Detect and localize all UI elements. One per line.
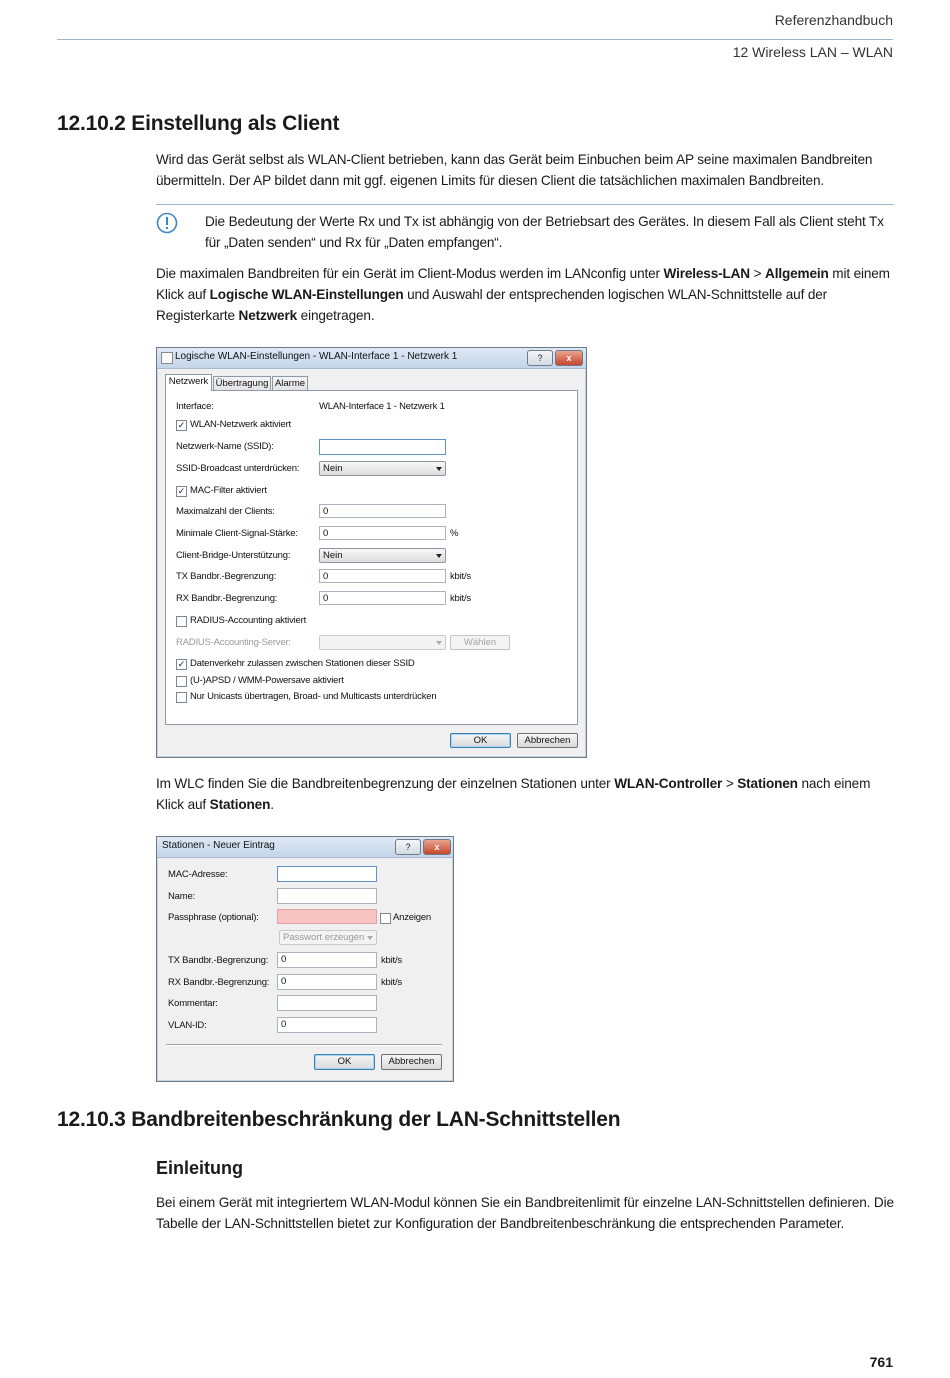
tab-uebertragung[interactable]: Übertragung <box>213 376 271 391</box>
tab-netzwerk[interactable]: Netzwerk <box>165 374 212 391</box>
broadcast-select[interactable]: Nein <box>319 461 446 476</box>
cancel-button[interactable]: Abbrechen <box>381 1054 442 1070</box>
chevron-down-icon <box>436 554 442 558</box>
menu-path-allgemein: Allgemein <box>765 266 829 281</box>
radius-select-button[interactable]: Wählen <box>450 635 510 650</box>
interface-value: WLAN-Interface 1 - Netzwerk 1 <box>319 401 445 412</box>
tx-limit-label: TX Bandbr.-Begrenzung: <box>168 955 269 966</box>
cancel-button[interactable]: Abbrechen <box>517 733 578 748</box>
tx-limit-label: TX Bandbr.-Begrenzung: <box>176 571 277 582</box>
dialog2-title: Stationen - Neuer Eintrag <box>162 840 275 851</box>
help-button[interactable]: ? <box>527 350 553 366</box>
client-bridge-label: Client-Bridge-Unterstützung: <box>176 550 291 561</box>
close-button[interactable]: x <box>555 350 583 366</box>
running-header-chapter: 12 Wireless LAN – WLAN <box>732 44 893 60</box>
menu-path-logische-wlan: Logische WLAN-Einstellungen <box>209 287 404 302</box>
subheading-einleitung: Einleitung <box>156 1158 243 1178</box>
wlan-active-checkbox[interactable]: ✓ <box>177 420 186 430</box>
lan-bandwidth-paragraph: Bei einem Gerät mit integriertem WLAN-Modul können Sie ein Bandbreitenlimit für einzelne LAN-Schnittstellen definieren. Die Tabelle der LAN-Schnittstellen bietet zur Konfiguration der Bandbreitenbeschränkung die entsprechenden Parameter. <box>156 1195 894 1231</box>
dialog1-titlebar <box>157 348 586 369</box>
note-rule <box>156 204 894 205</box>
min-signal-unit: % <box>450 528 459 539</box>
rx-limit-unit: kbit/s <box>381 977 402 988</box>
running-header-title: Referenzhandbuch <box>774 12 893 28</box>
page-number: 761 <box>869 1354 893 1370</box>
help-button[interactable]: ? <box>395 839 421 855</box>
menu-path-stationen: Stationen <box>737 776 798 791</box>
dialog-stationen-neuer-eintrag <box>156 836 454 1082</box>
unicast-only-label: Nur Unicasts übertragen, Broad- und Multicasts unterdrücken <box>190 691 437 702</box>
chevron-down-icon <box>436 467 442 471</box>
dialog2-titlebar <box>157 837 453 858</box>
header-rule <box>57 39 893 40</box>
name-input[interactable] <box>277 888 377 904</box>
interface-label: Interface: <box>176 401 214 412</box>
min-signal-input[interactable]: 0 <box>319 526 446 540</box>
tx-limit-input[interactable]: 0 <box>277 952 377 968</box>
ok-button[interactable]: OK <box>314 1054 375 1070</box>
radius-server-select[interactable] <box>319 635 446 650</box>
name-label: Name: <box>168 891 195 902</box>
max-clients-label: Maximalzahl der Clients: <box>176 506 275 517</box>
dialog1-title: Logische WLAN-Einstellungen - WLAN-Interface 1 - Netzwerk 1 <box>175 351 458 362</box>
client-bridge-select[interactable]: Nein <box>319 548 446 563</box>
mac-filter-label: MAC-Filter aktiviert <box>190 485 267 496</box>
menu-path-wlan-controller: WLAN-Controller <box>614 776 723 791</box>
menu-path-stationen-click: Stationen <box>209 797 271 812</box>
comment-label: Kommentar: <box>168 998 218 1009</box>
paragraph-lanconfig: Die maximalen Bandbreiten für ein Gerät im Client-Modus werden im LANconfig unter Wireless-LAN > Allgemein mit einem Klick auf Logische WLAN-Einstellungen und Auswahl der entsprechenden logischen WLAN-Schnittstelle auf der Registerkarte Netzwerk eingetragen. <box>156 266 890 323</box>
mac-filter-checkbox[interactable]: ✓ <box>177 486 186 496</box>
tab-alarme[interactable]: Alarme <box>272 376 308 391</box>
rx-limit-input[interactable]: 0 <box>319 591 446 605</box>
traffic-between-stations-checkbox[interactable]: ✓ <box>177 659 186 669</box>
radius-accounting-checkbox[interactable] <box>176 616 187 627</box>
vlan-id-label: VLAN-ID: <box>168 1020 207 1031</box>
wlan-active-label: WLAN-Netzwerk aktiviert <box>190 419 291 430</box>
uapsd-label: (U-)APSD / WMM-Powersave aktiviert <box>190 675 344 686</box>
show-passphrase-label: Anzeigen <box>393 912 432 923</box>
show-passphrase-checkbox[interactable] <box>380 913 391 924</box>
passphrase-input[interactable] <box>277 909 377 924</box>
menu-path-wireless-lan: Wireless-LAN <box>663 266 750 281</box>
passphrase-label: Passphrase (optional): <box>168 912 259 923</box>
traffic-between-stations-label: Datenverkehr zulassen zwischen Stationen dieser SSID <box>190 658 415 669</box>
ssid-input[interactable] <box>319 439 446 455</box>
section-heading-client: 12.10.2 Einstellung als Client <box>57 112 340 135</box>
mac-address-input[interactable] <box>277 866 377 882</box>
ok-button[interactable]: OK <box>450 733 511 748</box>
max-clients-input[interactable]: 0 <box>319 504 446 518</box>
note-text: Die Bedeutung der Werte Rx und Tx ist abhängig von der Betriebsart des Gerätes. In diesem Fall als Client steht Tx für „Daten senden“ und Rx für „Daten empfangen“. <box>205 214 884 250</box>
radius-accounting-label: RADIUS-Accounting aktiviert <box>190 615 307 626</box>
vlan-id-input[interactable]: 0 <box>277 1017 377 1033</box>
ssid-label: Netzwerk-Name (SSID): <box>176 441 274 452</box>
comment-input[interactable] <box>277 995 377 1011</box>
uapsd-checkbox[interactable] <box>176 676 187 687</box>
tx-limit-input[interactable]: 0 <box>319 569 446 583</box>
dialog2-separator <box>166 1044 442 1046</box>
mac-address-label: MAC-Adresse: <box>168 869 228 880</box>
tx-limit-unit: kbit/s <box>450 571 471 582</box>
rx-limit-label: RX Bandbr.-Begrenzung: <box>168 977 270 988</box>
chevron-down-icon <box>367 936 373 940</box>
rx-limit-label: RX Bandbr.-Begrenzung: <box>176 593 278 604</box>
paragraph-wlc: Im WLC finden Sie die Bandbreitenbegrenzung der einzelnen Stationen unter WLAN-Controller > Stationen nach einem Klick auf Stationen. <box>156 776 871 812</box>
rx-limit-unit: kbit/s <box>450 593 471 604</box>
intro-paragraph: Wird das Gerät selbst als WLAN-Client betrieben, kann das Gerät beim Einbuchen beim AP seine maximalen Bandbreiten übermitteln. Der AP bildet dann mit ggf. eigenen Limits für diesen Client die tatsächlichen maximalen Bandbreiten. <box>156 152 873 188</box>
window-icon <box>161 352 173 364</box>
section-heading-lan-bandwidth: 12.10.3 Bandbreitenbeschränkung der LAN-Schnittstellen <box>57 1108 621 1131</box>
dialog-logische-wlan-einstellungen <box>156 347 587 758</box>
rx-limit-input[interactable]: 0 <box>277 974 377 990</box>
unicast-only-checkbox[interactable] <box>176 692 187 703</box>
info-note-icon <box>156 212 178 234</box>
radius-server-label: RADIUS-Accounting-Server: <box>176 637 291 648</box>
broadcast-label: SSID-Broadcast unterdrücken: <box>176 463 300 474</box>
min-signal-label: Minimale Client-Signal-Stärke: <box>176 528 298 539</box>
menu-path-netzwerk: Netzwerk <box>238 308 298 323</box>
generate-password-button[interactable]: Passwort erzeugen <box>279 930 377 945</box>
chevron-down-icon <box>436 641 442 645</box>
close-button[interactable]: x <box>423 839 451 855</box>
tx-limit-unit: kbit/s <box>381 955 402 966</box>
